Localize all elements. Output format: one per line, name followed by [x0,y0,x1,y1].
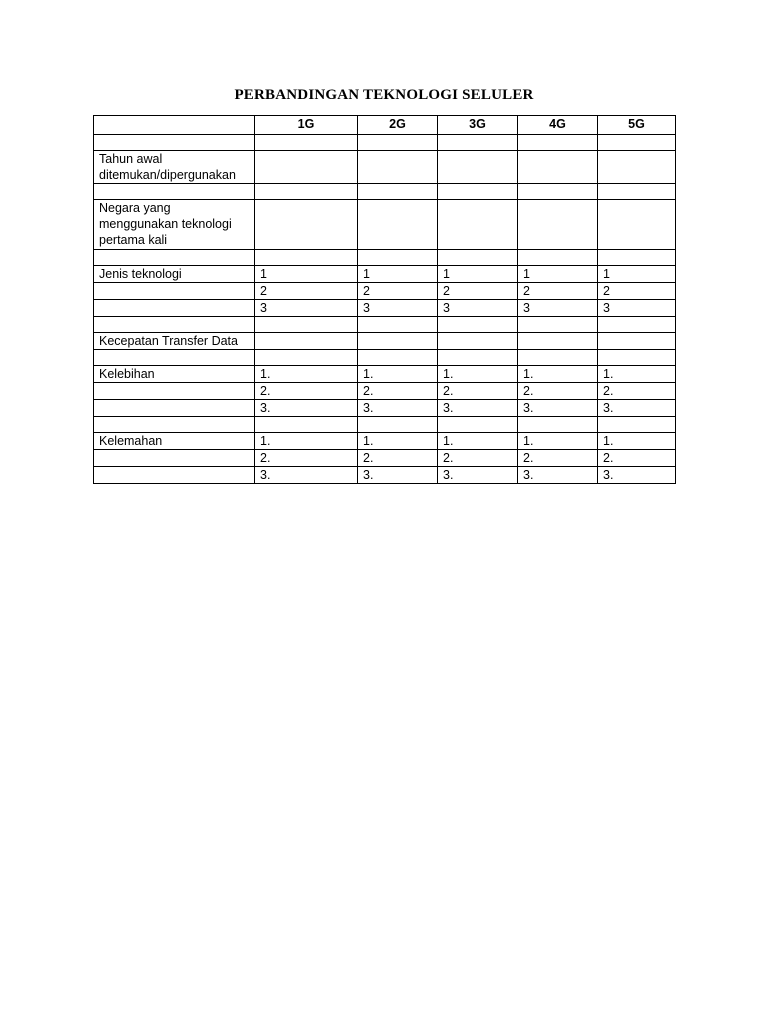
table-cell [518,135,598,151]
table-cell [358,151,438,184]
table-cell: 3. [598,400,676,417]
table-cell [358,250,438,266]
table-cell [438,417,518,433]
table-row [94,383,676,400]
table-cell: 1. [518,366,598,383]
table-cell [255,417,358,433]
row-label-cell [94,350,255,366]
table-cell: 3. [438,400,518,417]
comparison-table [93,115,676,484]
table-cell: 1. [358,366,438,383]
table-cell [518,333,598,350]
table-cell [598,250,676,266]
row-label-cell [94,300,255,317]
table-cell: 2. [518,450,598,467]
row-label-cell: Negara yang menggunakan teknologi pertama kali [94,200,255,250]
table-cell [255,135,358,151]
row-label-cell: Tahun awal ditemukan/dipergunakan [94,151,255,184]
table-cell: 2. [598,450,676,467]
table-cell: 3 [438,300,518,317]
table-cell: 3. [598,467,676,484]
table-row [94,433,676,450]
table-cell: 1 [255,266,358,283]
table-cell: 3 [598,300,676,317]
table-cell: 3 [518,300,598,317]
table-cell [255,184,358,200]
table-row [94,333,676,350]
table-cell [518,250,598,266]
table-cell: 2 [358,283,438,300]
table-cell [598,317,676,333]
table-cell: 1 [438,266,518,283]
table-row [94,283,676,300]
row-label-cell [94,135,255,151]
table-cell: 3 [358,300,438,317]
column-header-2g: 2G [358,116,438,135]
row-label-cell [94,283,255,300]
row-label-cell: Kelemahan [94,433,255,450]
spacer-row [94,417,676,433]
table-cell: 2 [518,283,598,300]
table-row [94,400,676,417]
table-row [94,450,676,467]
table-cell: 3. [358,467,438,484]
table-cell [598,184,676,200]
table-cell [598,200,676,250]
table-cell [518,200,598,250]
table-cell: 1 [518,266,598,283]
table-cell: 1. [358,433,438,450]
table-cell: 1. [438,433,518,450]
row-label-cell [94,317,255,333]
table-cell: 1 [358,266,438,283]
table-cell [518,350,598,366]
row-label-cell [94,450,255,467]
table-cell [438,333,518,350]
row-label-cell [94,467,255,484]
table-cell [255,350,358,366]
column-header-3g: 3G [438,116,518,135]
table-cell [438,184,518,200]
table-cell: 3. [358,400,438,417]
row-label-cell [94,383,255,400]
table-cell: 2. [518,383,598,400]
table-cell [255,333,358,350]
table-cell [438,151,518,184]
table-cell [438,135,518,151]
table-cell [438,250,518,266]
table-cell: 3. [438,467,518,484]
table-row [94,266,676,283]
table-cell [255,317,358,333]
table-cell [358,317,438,333]
table-cell: 1. [255,366,358,383]
spacer-row [94,184,676,200]
table-cell: 2 [255,283,358,300]
table-cell: 1 [598,266,676,283]
table-cell: 1. [438,366,518,383]
table-cell [255,200,358,250]
row-label-cell [94,250,255,266]
table-cell [358,417,438,433]
table-cell: 3. [518,467,598,484]
table-cell [598,417,676,433]
table-cell [598,151,676,184]
row-label-cell: Kelebihan [94,366,255,383]
table-cell: 1. [518,433,598,450]
table-row [94,200,676,250]
table-cell [358,184,438,200]
table-cell: 3. [255,400,358,417]
table-cell [438,350,518,366]
table-cell: 2. [438,383,518,400]
table-cell: 2. [438,450,518,467]
row-label-cell [94,184,255,200]
table-cell [358,200,438,250]
table-cell [358,350,438,366]
table-cell: 1. [255,433,358,450]
table-cell: 2. [255,450,358,467]
table-header-row [94,116,676,135]
table-cell [255,151,358,184]
table-cell [518,417,598,433]
table-cell [438,317,518,333]
table-cell [518,151,598,184]
column-header-1g: 1G [255,116,358,135]
header-corner-cell [94,116,255,135]
table-cell: 2. [255,383,358,400]
table-body [94,135,676,484]
table-cell [358,135,438,151]
table-cell: 2. [598,383,676,400]
column-header-4g: 4G [518,116,598,135]
table-cell: 2. [358,450,438,467]
column-header-5g: 5G [598,116,676,135]
table-cell: 1. [598,433,676,450]
row-label-cell [94,400,255,417]
table-cell: 2 [598,283,676,300]
table-cell: 3 [255,300,358,317]
table-row [94,366,676,383]
table-row [94,467,676,484]
table-cell [518,317,598,333]
row-label-cell [94,417,255,433]
table-cell: 2 [438,283,518,300]
table-cell: 3. [255,467,358,484]
table-cell [598,333,676,350]
table-row [94,151,676,184]
table-cell [598,135,676,151]
table-cell: 1. [598,366,676,383]
table-cell [358,333,438,350]
row-label-cell: Jenis teknologi [94,266,255,283]
table-cell: 2. [358,383,438,400]
table-cell: 3. [518,400,598,417]
table-cell [598,350,676,366]
spacer-row [94,135,676,151]
table-cell [438,200,518,250]
document-title: PERBANDINGAN TEKNOLOGI SELULER [234,87,534,103]
table-row [94,300,676,317]
spacer-row [94,350,676,366]
table-cell [255,250,358,266]
spacer-row [94,317,676,333]
table-cell [518,184,598,200]
spacer-row [94,250,676,266]
row-label-cell: Kecepatan Transfer Data [94,333,255,350]
